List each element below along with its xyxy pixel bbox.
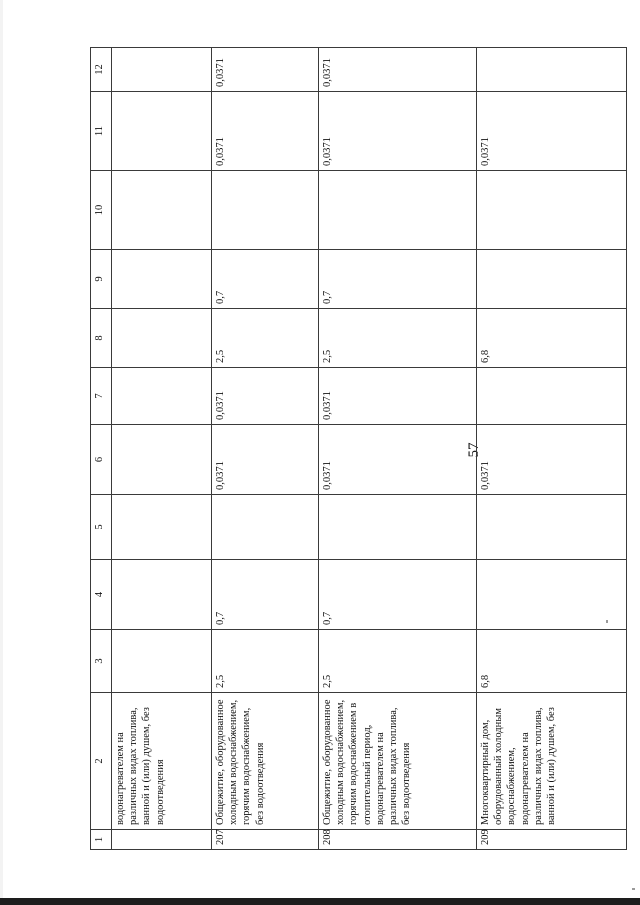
column-header: 2	[91, 693, 112, 830]
cell-value: 0,0371	[212, 425, 319, 495]
cell-value	[112, 92, 212, 171]
cell-value	[477, 250, 627, 309]
column-header: 6	[91, 425, 112, 495]
cell-value	[112, 560, 212, 630]
cell-value	[477, 495, 627, 560]
table-row	[477, 48, 627, 850]
row-description: водонагревателем на различных видах топлива, ванной и (или) душем, без водоотведения	[112, 693, 212, 830]
cell-value: 0,0371	[477, 425, 627, 495]
cell-value: 2,5	[212, 630, 319, 693]
cell-value: 0,0371	[319, 368, 477, 425]
row-description: Общежитие, оборудованное холодным водоснабжением, горячим водоснабжением в отопительный период, водонагревателем на различных видах топлива, без водоотведения	[319, 693, 477, 830]
row-number: 208	[319, 830, 477, 850]
cell-value: 0,7	[319, 250, 477, 309]
scan-left-edge	[0, 0, 3, 905]
table-row	[319, 48, 477, 850]
cell-value	[477, 560, 627, 630]
cell-value	[477, 368, 627, 425]
column-header: 12	[91, 48, 112, 92]
cell-value: 0,0371	[212, 48, 319, 92]
column-header: 11	[91, 92, 112, 171]
column-header: 10	[91, 171, 112, 250]
row-description: Многоквартирный дом, оборудованный холодным водоснабжением, водонагревателем на различных видах топлива, ванной и (или) душем, без	[477, 693, 627, 830]
table-row	[212, 48, 319, 850]
cell-value	[112, 425, 212, 495]
cell-value	[112, 171, 212, 250]
cell-value: 0,0371	[319, 92, 477, 171]
column-header: 8	[91, 309, 112, 368]
cell-value: 6,8	[477, 309, 627, 368]
row-number	[112, 830, 212, 850]
cell-value	[112, 250, 212, 309]
scan-speck	[632, 888, 635, 890]
cell-value	[212, 171, 319, 250]
norms-table	[90, 47, 627, 850]
cell-value: 6,8	[477, 630, 627, 693]
cell-value	[212, 495, 319, 560]
cell-value	[319, 495, 477, 560]
column-number-row	[91, 48, 112, 850]
scan-speck	[606, 620, 608, 623]
column-header: 4	[91, 560, 112, 630]
cell-value: 0,0371	[477, 92, 627, 171]
page-number: 57	[466, 442, 482, 458]
cell-value: 2,5	[319, 630, 477, 693]
cell-value: 0,0371	[319, 425, 477, 495]
cell-value: 0,7	[212, 250, 319, 309]
column-header: 7	[91, 368, 112, 425]
column-header: 9	[91, 250, 112, 309]
cell-value	[319, 171, 477, 250]
column-header: 3	[91, 630, 112, 693]
cell-value: 0,7	[212, 560, 319, 630]
cell-value: 0,0371	[212, 368, 319, 425]
row-number: 209	[477, 830, 627, 850]
cell-value	[112, 309, 212, 368]
cell-value	[112, 630, 212, 693]
column-header: 1	[91, 830, 112, 850]
column-header: 5	[91, 495, 112, 560]
scan-bottom-edge	[0, 898, 640, 905]
cell-value	[112, 495, 212, 560]
cell-value: 2,5	[212, 309, 319, 368]
cell-value	[112, 368, 212, 425]
cell-value: 0,0371	[212, 92, 319, 171]
table-row	[112, 48, 212, 850]
row-number: 207	[212, 830, 319, 850]
norms-table-container	[90, 48, 640, 850]
cell-value: 0,7	[319, 560, 477, 630]
cell-value	[112, 48, 212, 92]
cell-value: 0,0371	[319, 48, 477, 92]
row-description: Общежитие, оборудованное холодным водоснабжением, горячим водоснабжением, без водоотведения	[212, 693, 319, 830]
cell-value	[477, 171, 627, 250]
cell-value: 2,5	[319, 309, 477, 368]
cell-value	[477, 48, 627, 92]
